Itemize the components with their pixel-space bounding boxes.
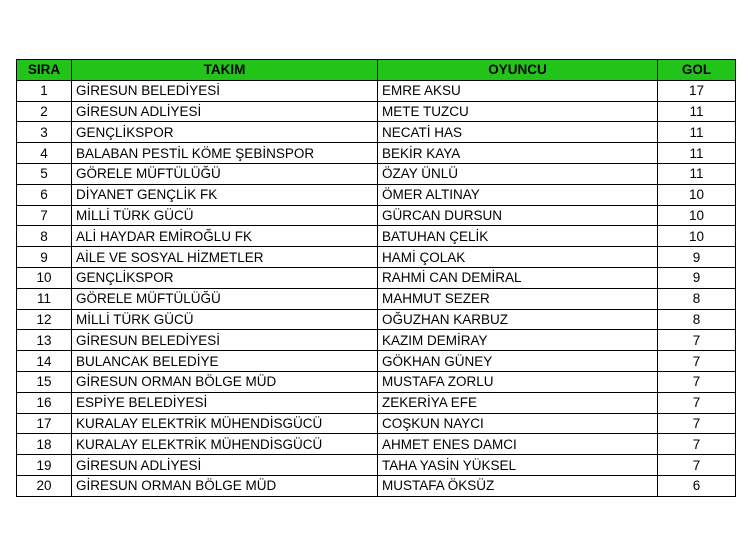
- cell-oyuncu: HAMİ ÇOLAK: [378, 247, 658, 268]
- cell-oyuncu: ÖMER ALTINAY: [378, 184, 658, 205]
- cell-sira: 10: [17, 267, 72, 288]
- header-oyuncu: OYUNCU: [378, 60, 658, 81]
- header-sira: SIRA: [17, 60, 72, 81]
- table-row: [17, 371, 736, 392]
- table-row: [17, 309, 736, 330]
- cell-oyuncu: MUSTAFA ZORLU: [378, 371, 658, 392]
- cell-takim: GİRESUN BELEDİYESİ: [72, 330, 378, 351]
- table-body: [17, 80, 736, 496]
- cell-sira: 20: [17, 475, 72, 496]
- header-takim: TAKIM: [72, 60, 378, 81]
- cell-sira: 1: [17, 80, 72, 101]
- cell-takim: ALİ HAYDAR EMİROĞLU FK: [72, 226, 378, 247]
- table-row: [17, 184, 736, 205]
- table-row: [17, 143, 736, 164]
- cell-takim: GİRESUN ORMAN BÖLGE MÜD: [72, 371, 378, 392]
- cell-takim: DİYANET GENÇLİK FK: [72, 184, 378, 205]
- cell-gol: 11: [658, 101, 736, 122]
- cell-sira: 11: [17, 288, 72, 309]
- cell-sira: 12: [17, 309, 72, 330]
- cell-sira: 2: [17, 101, 72, 122]
- cell-gol: 10: [658, 184, 736, 205]
- cell-takim: GİRESUN ORMAN BÖLGE MÜD: [72, 475, 378, 496]
- table-row: [17, 392, 736, 413]
- cell-gol: 7: [658, 371, 736, 392]
- cell-sira: 7: [17, 205, 72, 226]
- cell-takim: ESPİYE BELEDİYESİ: [72, 392, 378, 413]
- cell-gol: 7: [658, 413, 736, 434]
- cell-gol: 10: [658, 226, 736, 247]
- table-row: [17, 101, 736, 122]
- table-row: [17, 475, 736, 496]
- cell-oyuncu: GÖKHAN GÜNEY: [378, 351, 658, 372]
- cell-oyuncu: RAHMİ CAN DEMİRAL: [378, 267, 658, 288]
- cell-gol: 6: [658, 475, 736, 496]
- cell-oyuncu: ÖZAY ÜNLÜ: [378, 163, 658, 184]
- cell-sira: 8: [17, 226, 72, 247]
- cell-takim: GENÇLİKSPOR: [72, 122, 378, 143]
- table-row: [17, 330, 736, 351]
- cell-sira: 6: [17, 184, 72, 205]
- cell-sira: 14: [17, 351, 72, 372]
- table-row: [17, 351, 736, 372]
- cell-oyuncu: TAHA YASİN YÜKSEL: [378, 455, 658, 476]
- cell-takim: GİRESUN BELEDİYESİ: [72, 80, 378, 101]
- cell-oyuncu: EMRE AKSU: [378, 80, 658, 101]
- cell-gol: 10: [658, 205, 736, 226]
- cell-oyuncu: MUSTAFA ÖKSÜZ: [378, 475, 658, 496]
- cell-sira: 5: [17, 163, 72, 184]
- cell-sira: 16: [17, 392, 72, 413]
- cell-takim: BULANCAK BELEDİYE: [72, 351, 378, 372]
- cell-takim: GÖRELE MÜFTÜLÜĞÜ: [72, 163, 378, 184]
- table-row: [17, 122, 736, 143]
- table-row: [17, 163, 736, 184]
- cell-oyuncu: KAZIM DEMİRAY: [378, 330, 658, 351]
- cell-takim: GENÇLİKSPOR: [72, 267, 378, 288]
- cell-takim: MİLLİ TÜRK GÜCÜ: [72, 205, 378, 226]
- cell-oyuncu: ZEKERİYA EFE: [378, 392, 658, 413]
- cell-gol: 11: [658, 143, 736, 164]
- cell-sira: 17: [17, 413, 72, 434]
- table-row: [17, 205, 736, 226]
- table-row: [17, 80, 736, 101]
- cell-oyuncu: MAHMUT SEZER: [378, 288, 658, 309]
- cell-gol: 11: [658, 163, 736, 184]
- cell-gol: 11: [658, 122, 736, 143]
- cell-takim: MİLLİ TÜRK GÜCÜ: [72, 309, 378, 330]
- cell-sira: 3: [17, 122, 72, 143]
- cell-gol: 8: [658, 288, 736, 309]
- cell-gol: 7: [658, 434, 736, 455]
- table-row: [17, 434, 736, 455]
- cell-gol: 7: [658, 455, 736, 476]
- cell-gol: 7: [658, 351, 736, 372]
- table-row: [17, 288, 736, 309]
- cell-sira: 13: [17, 330, 72, 351]
- header-gol: GOL: [658, 60, 736, 81]
- cell-sira: 18: [17, 434, 72, 455]
- cell-oyuncu: COŞKUN NAYCI: [378, 413, 658, 434]
- scorers-table: [16, 59, 736, 497]
- cell-sira: 4: [17, 143, 72, 164]
- scorers-table-container: [16, 59, 736, 497]
- cell-gol: 7: [658, 330, 736, 351]
- cell-sira: 9: [17, 247, 72, 268]
- cell-takim: AİLE VE SOSYAL HİZMETLER: [72, 247, 378, 268]
- cell-gol: 7: [658, 392, 736, 413]
- header-row: [17, 60, 736, 81]
- cell-gol: 9: [658, 247, 736, 268]
- cell-oyuncu: GÜRCAN DURSUN: [378, 205, 658, 226]
- cell-takim: KURALAY ELEKTRİK MÜHENDİSGÜCÜ: [72, 434, 378, 455]
- cell-gol: 17: [658, 80, 736, 101]
- table-row: [17, 413, 736, 434]
- cell-oyuncu: METE TUZCU: [378, 101, 658, 122]
- cell-takim: GÖRELE MÜFTÜLÜĞÜ: [72, 288, 378, 309]
- cell-gol: 9: [658, 267, 736, 288]
- cell-oyuncu: AHMET ENES DAMCI: [378, 434, 658, 455]
- cell-sira: 19: [17, 455, 72, 476]
- cell-oyuncu: OĞUZHAN KARBUZ: [378, 309, 658, 330]
- table-row: [17, 247, 736, 268]
- table-row: [17, 267, 736, 288]
- table-row: [17, 226, 736, 247]
- cell-takim: BALABAN PESTİL KÖME ŞEBİNSPOR: [72, 143, 378, 164]
- cell-gol: 8: [658, 309, 736, 330]
- cell-sira: 15: [17, 371, 72, 392]
- cell-takim: GİRESUN ADLİYESİ: [72, 455, 378, 476]
- cell-oyuncu: BATUHAN ÇELİK: [378, 226, 658, 247]
- cell-takim: KURALAY ELEKTRİK MÜHENDİSGÜCÜ: [72, 413, 378, 434]
- table-row: [17, 455, 736, 476]
- cell-oyuncu: BEKİR KAYA: [378, 143, 658, 164]
- cell-takim: GİRESUN ADLİYESİ: [72, 101, 378, 122]
- cell-oyuncu: NECATİ HAS: [378, 122, 658, 143]
